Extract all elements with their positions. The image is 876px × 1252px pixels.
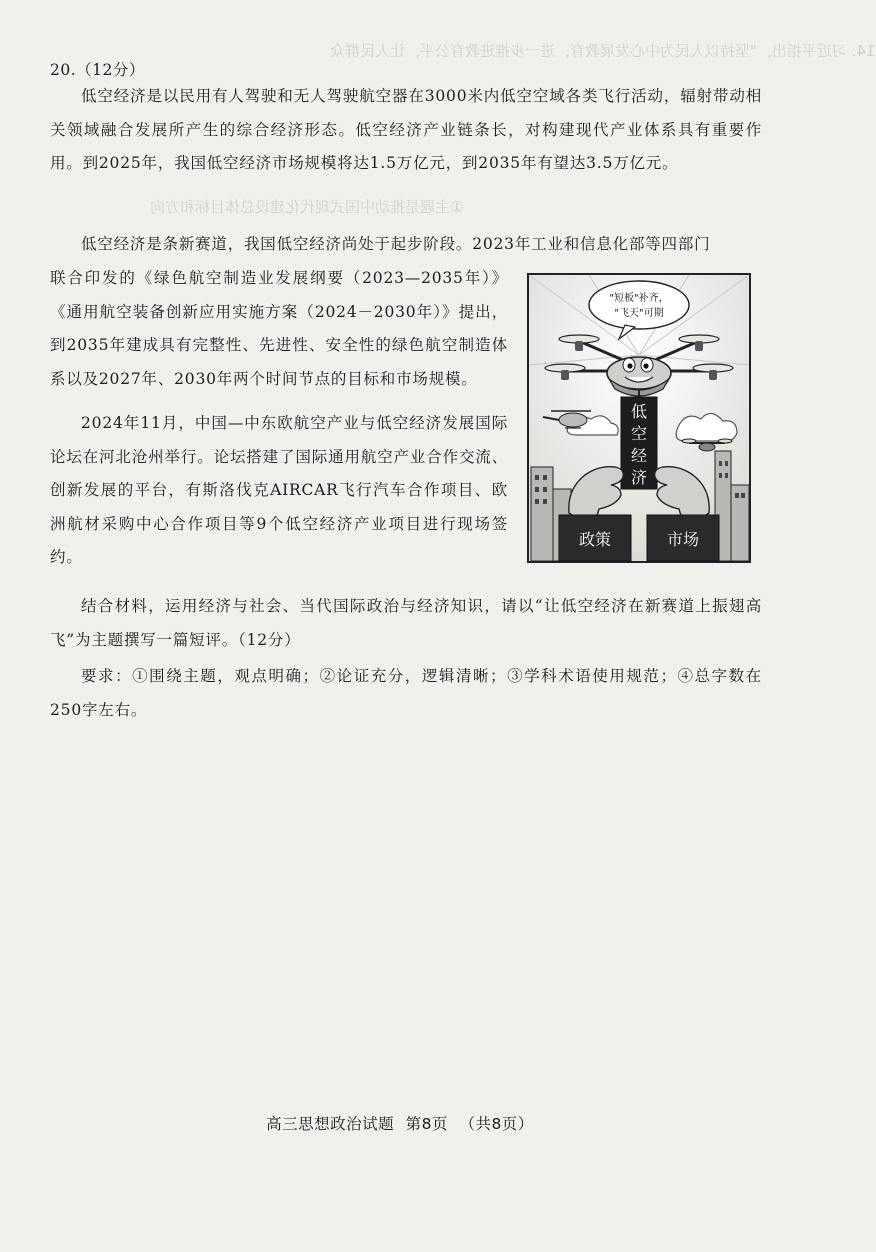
footer-total-pages: （共8页） (459, 1115, 534, 1133)
answer-requirements: 要求：①围绕主题，观点明确；②论证充分，逻辑清晰；③学科术语使用规范；④总字数在250字左右。 (50, 667, 762, 719)
speech-line-2: "飞天"可期 (614, 308, 664, 319)
bleed-line-1: 14. 习近平指出，"坚持以人民为中心发展教育，进一步推进教育公平，让人民群众 (330, 42, 876, 60)
material-paragraph-2-rest: 联合印发的《绿色航空制造业发展纲要（2023—2035年）》《通用航空装备创新应用实施方案（2024－2030年）》提出，到2035年建成具有完整性、先进性、安全性的绿色航空制造体系以及2027年、2030年两个时间节点的目标和市场规模。 (50, 269, 508, 388)
material-paragraph-1: 低空经济是以民用有人驾驶和无人驾驶航空器在3000米内低空空域各类飞行活动，辐射带动相关领域融合发展所产生的综合经济形态。低空经济产业链条长，对构建现代产业体系具有重要作用。到2025年，我国低空经济市场规模将达1.5万亿元，到2035年有望达3.5万亿元。 (50, 87, 762, 172)
banner-char-2: 空 (630, 424, 648, 443)
bleed-line-2: ①主题是推动中国式现代化建设总体目标和方向 (150, 198, 464, 216)
material-paragraph-2-first-line: 低空经济是条新赛道，我国低空经济尚处于起步阶段。2023年工业和信息化部等四部门 (81, 235, 711, 253)
banner-char-1: 低 (630, 402, 648, 421)
page-footer (0, 1112, 800, 1134)
question-prompt: 结合材料，运用经济与社会、当代国际政治与经济知识，请以“让低空经济在新赛道上振翅高飞”为主题撰写一篇短评。（12分） (50, 597, 762, 649)
policy-label: 政策 (578, 530, 612, 549)
banner-char-4: 济 (630, 468, 648, 487)
footer-title: 高三思想政治试题 (266, 1115, 395, 1133)
market-label: 市场 (666, 530, 700, 549)
material-paragraph-3: 2024年11月，中国—中东欧航空产业与低空经济发展国际论坛在河北沧州举行。论坛搭建了国际通用航空产业合作交流、创新发展的平台，有斯洛伐克AIRCAR飞行汽车合作项目、欧洲航材采购中心合作项目等9个低空经济产业项目进行现场签约。 (50, 414, 508, 566)
cartoon-illustration (527, 273, 751, 563)
footer-page-number: 第8页 (405, 1115, 448, 1133)
banner-char-3: 经 (630, 446, 648, 465)
question-number: 20.（12分） (50, 61, 145, 79)
speech-line-1: "短板"补齐， (609, 293, 669, 304)
